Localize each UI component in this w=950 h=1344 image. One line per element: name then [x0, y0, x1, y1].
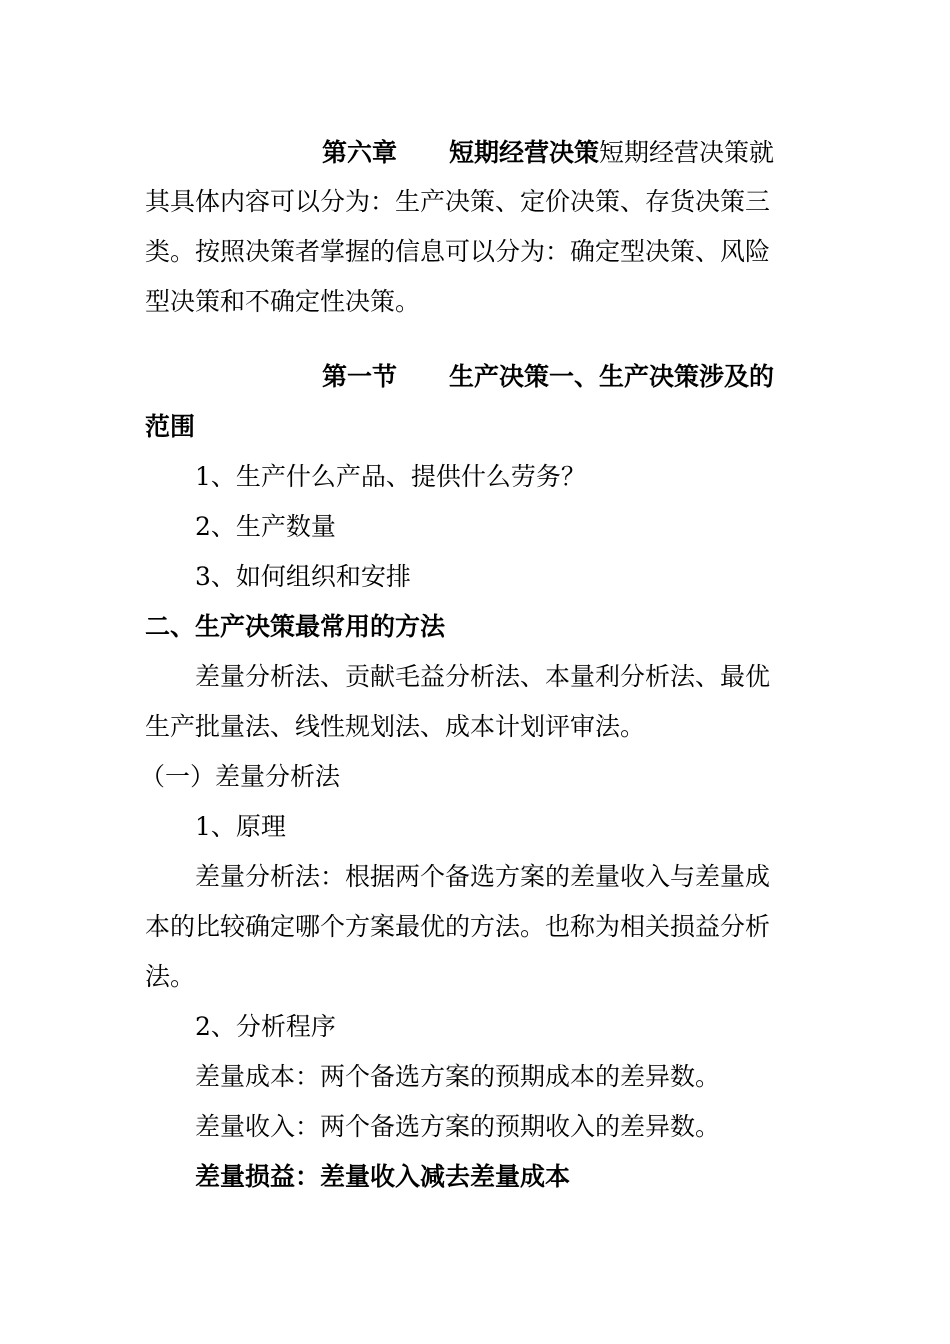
principle-heading: 1、原理 — [195, 812, 286, 841]
diff-revenue-definition: 差量收入：两个备选方案的预期收入的差异数。 — [195, 1112, 721, 1141]
scope-item-1: 1、生产什么产品、提供什么劳务？ — [195, 462, 586, 491]
chapter-title: 短期经营决策 — [449, 138, 600, 167]
chapter-intro-line-2: 类。按照决策者掌握的信息可以分为：确定型决策、风险 — [145, 237, 771, 266]
diff-cost-definition: 差量成本：两个备选方案的预期成本的差异数。 — [195, 1062, 721, 1091]
scope-item-2: 2、生产数量 — [195, 512, 336, 541]
chapter-intro-line-3: 型决策和不确定性决策。 — [145, 287, 421, 316]
procedure-heading: 2、分析程序 — [195, 1012, 336, 1041]
methods-heading: 二、生产决策最常用的方法 — [145, 612, 446, 641]
chapter-intro-line-1: 其具体内容可以分为：生产决策、定价决策、存货决策三 — [145, 187, 771, 216]
methods-text-line-2: 生产批量法、线性规划法、成本计划评审法。 — [145, 712, 646, 741]
chapter-heading-line — [322, 136, 774, 170]
section-label: 第一节 — [322, 362, 398, 391]
section-title: 生产决策一、生产决策涉及的 — [449, 362, 775, 391]
principle-line-1: 差量分析法：根据两个备选方案的差量收入与差量成 — [195, 862, 771, 891]
methods-text-line-1: 差量分析法、贡献毛益分析法、本量利分析法、最优 — [195, 662, 771, 691]
section-title-continued: 范围 — [145, 412, 196, 441]
scope-item-3: 3、如何组织和安排 — [195, 562, 411, 591]
principle-line-3: 法。 — [145, 962, 196, 991]
diff-method-heading: （一）差量分析法 — [140, 762, 341, 791]
principle-line-2: 本的比较确定哪个方案最优的方法。也称为相关损益分析 — [145, 912, 771, 941]
chapter-intro-start: 短期经营决策就 — [599, 138, 775, 167]
section-heading-line — [322, 360, 774, 394]
diff-profit-definition: 差量损益：差量收入减去差量成本 — [195, 1162, 571, 1191]
chapter-label: 第六章 — [322, 138, 398, 167]
